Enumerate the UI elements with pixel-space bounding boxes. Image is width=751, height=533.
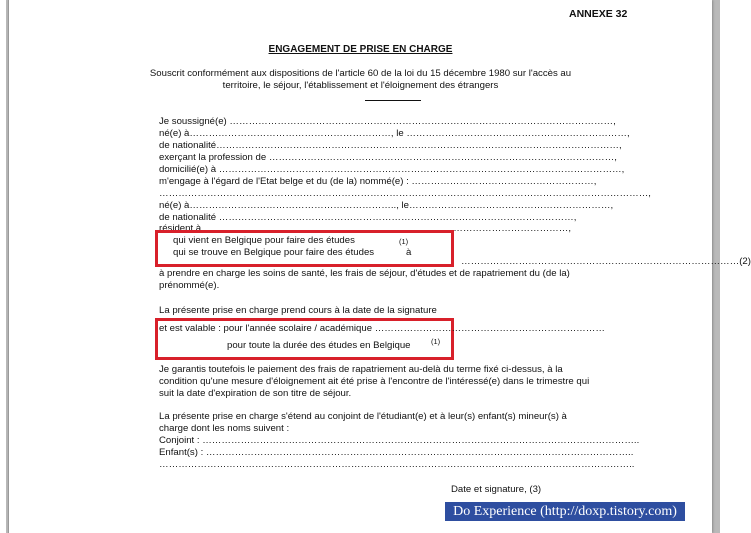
form-line-nationalite: de nationalité………………………………………………………………………………………………………………, (159, 140, 622, 151)
date-signature: Date et signature, (3) (451, 484, 542, 495)
conjoint-line: Conjoint : ……………………………………………………………………………………………………………………….. (159, 435, 640, 446)
charge-line-2: prénommé(e). (159, 280, 220, 291)
extend-line-2: charge dont les noms suivent : (159, 423, 290, 434)
valid-line-1: et est valable : pour l'année scolaire / académique ……………………………………………………………… (159, 323, 605, 334)
document-page (8, 0, 751, 533)
guarantee-line-3: suit la date d'expiration de son titre de séjour. (159, 388, 352, 399)
guarantee-line-2: condition qu'une mesure d'éloignement ait été prise à l'encontre de l'intéressé(e) dans le trimestre qui (159, 376, 590, 387)
extend-line-1: La présente prise en charge s'étend au conjoint de l'étudiant(e) et à leur(s) enfant(s) mineur(s) à (159, 411, 567, 422)
form-line-engage: m'engage à l'égard de l'Etat belge et du (de la) nommé(e) : …………………………………………………, (159, 176, 597, 187)
watermark-banner: Do Experience (http://doxp.tistory.com) (445, 502, 685, 521)
form-line-nationalite-2: de nationalité …………………………………………………………………………………………………, (159, 212, 577, 223)
form-line-blank: ………………………………………………………………………………………………………………………………………, (159, 188, 651, 199)
form-line-ne-a-2: né(e) à……………………………………………………….., le………………………………………………………, (159, 200, 614, 211)
title-underline (365, 100, 421, 101)
study-line-1: qui vient en Belgique pour faire des études (173, 235, 355, 246)
form-line-ne-a: né(e) à………………………………………………………, le ……………………………………………………………, (159, 128, 630, 139)
study-note-1: (1) (399, 237, 409, 246)
charge-line-1: à prendre en charge les soins de santé, les frais de séjour, d'études et de rapatriement du (de la) (159, 268, 570, 279)
document-title: ENGAGEMENT DE PRISE EN CHARGE (268, 44, 453, 55)
dots-note-2: ……………………………………………………………………………(2) (461, 256, 751, 267)
form-line-domicile: domicilié(e) à ………………………………………………………………………………………………………………, (159, 164, 625, 175)
valid-line-2: pour toute la durée des études en Belgique (227, 340, 411, 351)
form-line-resident: résident à ……………………………………………………………………………………………………, (159, 223, 572, 234)
dots-last-line: ………………………………………………………………………………………………………………………………….. (159, 459, 635, 470)
study-line-2: qui se trouve en Belgique pour faire des études (173, 247, 375, 258)
study-at: à (406, 247, 412, 258)
enfants-line: Enfant(s) : …………………………………………………………………………………………………………………….. (159, 447, 634, 458)
subtitle-line-2: territoire, le séjour, l'établissement et l'éloignement des étrangers (222, 80, 499, 91)
form-line-soussigne: Je soussigné(e) …………………………………………………………………………………………………………, (159, 116, 616, 127)
guarantee-line-1: Je garantis toutefois le paiement des frais de rapatriement au-delà du terme fixé ci-dessus, à la (159, 364, 563, 375)
valid-note: (1) (431, 337, 441, 346)
start-line: La présente prise en charge prend cours à la date de la signature (159, 305, 437, 316)
annex-label: ANNEXE 32 (569, 8, 628, 20)
viewer-margin (0, 0, 6, 533)
subtitle-line-1: Souscrit conformément aux dispositions de l'article 60 de la loi du 15 décembre 1980 sur l'accès au (149, 68, 572, 79)
form-line-profession: exerçant la profession de ………………………………………………………………………………………………, (159, 152, 617, 163)
